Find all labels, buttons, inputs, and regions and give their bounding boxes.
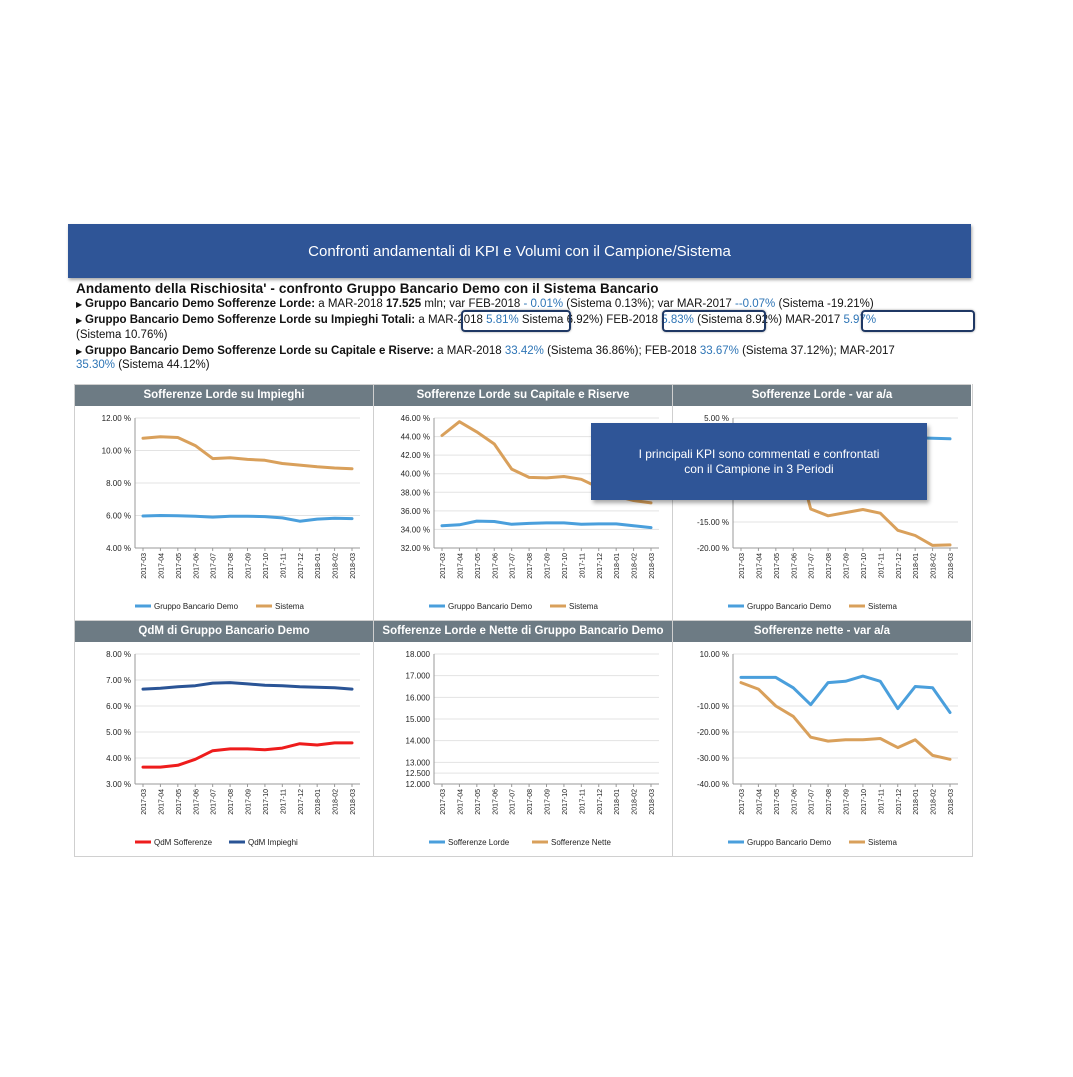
legend-label: Sistema [868,602,897,611]
x-tick-label: 2017-05 [474,553,482,579]
x-tick-label: 2017-04 [457,789,465,815]
series-line [741,676,950,712]
kpi-value: 17.525 [385,298,422,310]
highlight-box-mar-2017 [861,310,975,332]
y-tick-label: 5.00 % [106,728,131,737]
y-tick-label: 46.00 % [400,414,430,423]
x-tick-label: 2017-08 [527,553,535,579]
kpi-value: 35.30% [76,359,116,371]
y-tick-label: 4.00 % [106,544,131,553]
x-tick-label: 2017-09 [245,789,253,815]
x-tick-label: 2017-08 [826,789,834,815]
x-tick-label: 2017-10 [262,553,270,579]
x-tick-label: 2017-07 [210,789,218,815]
legend-label: Sofferenze Nette [551,838,611,847]
kpi-text: (Sistema -19.21%) [775,298,874,310]
x-tick-label: 2018-02 [631,553,639,579]
banner [68,224,971,278]
y-tick-label: 6.00 % [106,702,131,711]
kpi-value: 33.67% [699,345,739,357]
x-tick-label: 2018-03 [948,789,955,815]
chart-panel-2 [373,384,672,620]
x-tick-label: 2017-11 [579,553,587,579]
y-tick-label: 16.000 [405,693,430,703]
y-tick-label: 14.000 [405,736,430,746]
y-tick-label: 34.00 % [400,525,430,535]
kpi-value: 5.97% [843,314,877,326]
y-tick-label: 3.00 % [106,780,131,789]
x-tick-label: 2018-03 [350,789,357,815]
kpi-value: 5.81% [486,314,519,326]
x-tick-label: 2017-06 [193,553,201,579]
legend-label: QdM Impieghi [248,838,298,847]
y-tick-label: -20.00 % [696,544,729,553]
chart-title: Sofferenze Lorde su Capitale e Riserve [374,385,672,406]
x-tick-label: 2017-09 [544,553,552,579]
kpi-period: FEB-2018 [606,314,662,326]
kpi-value: - 0.01% [523,298,564,310]
y-tick-label: 32.00 % [400,544,430,553]
y-tick-label: 10.00 % [699,650,729,659]
x-tick-label: 2017-05 [474,789,482,815]
y-tick-label: -20.00 % [696,728,729,737]
chart-panel-3 [672,384,971,620]
kpi-text: (Sistema 37.12%); MAR-2017 [738,345,895,357]
x-tick-label: 2017-03 [739,789,746,815]
chart-title: Sofferenze Lorde e Nette di Gruppo Bancario Demo [374,621,672,642]
x-tick-label: 2017-12 [596,789,604,815]
kpi-text: (Sistema 8.92%) [693,314,786,326]
y-tick-label: 12.000 [405,780,430,789]
x-tick-label: 2017-11 [878,553,886,579]
chart-panel-1 [74,384,373,620]
x-tick-label: 2017-06 [791,553,799,579]
x-tick-label: 2018-02 [332,553,340,579]
x-tick-label: 2017-06 [193,789,201,815]
x-tick-label: 2017-07 [509,789,517,815]
section-subtitle: Andamento della Rischiosita' - confronto Gruppo Bancario Demo con il Sistema Bancario [76,281,659,296]
x-tick-label: 2017-04 [158,553,166,579]
chart-title: Sofferenze nette - var a/a [673,621,971,642]
chart-title: Sofferenze Lorde su Impieghi [75,385,373,406]
x-tick-label: 2017-05 [175,553,183,579]
x-tick-label: 2017-04 [756,553,764,579]
x-tick-label: 2018-02 [631,789,639,815]
kpi-label: Gruppo Bancario Demo Sofferenze Lorde su Impieghi Totali: [85,314,416,326]
x-tick-label: 2017-04 [158,789,166,815]
x-tick-label: 2018-03 [649,789,656,815]
x-tick-label: 2017-09 [544,789,552,815]
x-tick-label: 2017-12 [297,553,305,579]
series-line [143,743,352,767]
y-tick-label: 38.00 % [400,488,430,498]
callout-line-1: I principali KPI sono commentati e confrontati [638,446,880,461]
y-tick-label: 42.00 % [400,451,430,461]
x-tick-label: 2017-05 [175,789,183,815]
x-tick-label: 2017-03 [141,789,148,815]
bullet-triangle-icon: ▶ [76,347,83,356]
x-tick-label: 2017-11 [280,789,288,815]
legend-label: Gruppo Bancario Demo [747,838,832,847]
y-tick-label: 13.000 [405,758,430,768]
x-tick-label: 2017-06 [492,553,500,579]
y-tick-label: 12.500 [405,769,430,779]
y-tick-label: 4.00 % [106,754,131,763]
y-tick-label: -40.00 % [696,780,729,789]
x-tick-label: 2017-07 [808,789,816,815]
x-tick-label: 2018-02 [930,789,938,815]
x-tick-label: 2018-01 [913,553,921,579]
x-tick-label: 2018-01 [315,553,323,579]
chart-title: Sofferenze Lorde - var a/a [673,385,971,406]
series-line [143,516,352,522]
kpi-text: a [415,314,428,326]
kpi-line-2-cont: (Sistema 10.76%) [76,329,168,341]
bullet-triangle-icon: ▶ [76,316,83,325]
x-tick-label: 2017-09 [843,553,851,579]
legend-label: Gruppo Bancario Demo [448,602,533,611]
x-tick-label: 2017-06 [492,789,500,815]
line-chart [75,406,374,621]
x-tick-label: 2017-12 [596,553,604,579]
highlight-box-feb-2018 [662,310,766,332]
y-tick-label: 8.00 % [106,650,131,659]
legend-label: Sofferenze Lorde [448,838,510,847]
x-tick-label: 2018-01 [315,789,323,815]
legend-label: Sistema [569,602,598,611]
x-tick-label: 2017-11 [579,789,587,815]
legend-label: Sistema [868,838,897,847]
legend-label: QdM Sofferenze [154,838,213,847]
x-tick-label: 2017-07 [210,553,218,579]
x-tick-label: 2017-10 [262,789,270,815]
kpi-text: Sistema 6.92%) [518,314,607,326]
y-tick-label: -10.00 % [696,702,729,711]
bullet-triangle-icon: ▶ [76,300,83,309]
kpi-text: a MAR-2018 [433,345,505,357]
x-tick-label: 2018-01 [614,553,622,579]
y-tick-label: 10.00 % [101,446,131,456]
legend-label: Gruppo Bancario Demo [154,602,239,611]
kpi-text: a MAR-2018 [315,298,386,310]
kpi-text: mln; var FEB-2018 [421,298,524,310]
y-tick-label: 40.00 % [400,469,430,479]
x-tick-label: 2017-12 [895,789,903,815]
kpi-value: 5.83% [661,314,694,326]
series-line [143,437,352,469]
x-tick-label: 2018-02 [930,553,938,579]
y-tick-label: 6.00 % [106,511,131,521]
y-tick-label: 36.00 % [400,506,430,516]
y-tick-label: -15.00 % [696,518,729,527]
y-tick-label: 15.000 [405,715,430,724]
y-tick-label: -30.00 % [696,754,729,763]
x-tick-label: 2017-11 [280,553,288,579]
kpi-line-3-cont [76,358,976,372]
y-tick-label: 7.00 % [106,676,131,685]
x-tick-label: 2017-08 [826,553,834,579]
x-tick-label: 2017-08 [228,553,236,579]
x-tick-label: 2018-03 [649,553,656,579]
x-tick-label: 2017-04 [756,789,764,815]
chart-title: QdM di Gruppo Bancario Demo [75,621,373,642]
x-tick-label: 2017-09 [245,553,253,579]
series-line [143,683,352,690]
highlight-box-mar-2018 [461,310,571,332]
line-chart [673,642,972,857]
x-tick-label: 2017-10 [561,553,569,579]
x-tick-label: 2018-03 [350,553,357,579]
x-tick-label: 2018-02 [332,789,340,815]
legend-label: Gruppo Bancario Demo [747,602,832,611]
x-tick-label: 2017-05 [773,553,781,579]
y-tick-label: 17.000 [405,671,430,681]
kpi-text: (Sistema 44.12%) [115,359,210,371]
legend-label: Sistema [275,602,304,611]
x-tick-label: 2017-08 [228,789,236,815]
kpi-line-3 [76,344,976,359]
y-tick-label: 5.00 % [704,414,729,423]
y-tick-label: 18.000 [405,650,430,659]
callout-line-2: con il Campione in 3 Periodi [684,461,834,476]
x-tick-label: 2017-10 [561,789,569,815]
x-tick-label: 2018-01 [913,789,921,815]
y-tick-label: 44.00 % [400,432,430,442]
x-tick-label: 2017-04 [457,553,465,579]
x-tick-label: 2018-03 [948,553,955,579]
x-tick-label: 2017-03 [141,553,148,579]
kpi-value: --0.07% [735,298,776,310]
x-tick-label: 2017-12 [895,553,903,579]
x-tick-label: 2017-03 [440,789,447,815]
x-tick-label: 2017-08 [527,789,535,815]
x-tick-label: 2017-12 [297,789,305,815]
chart-panel-6 [672,620,971,856]
y-tick-label: 12.00 % [101,414,131,423]
kpi-period: MAR-2018 [427,314,487,326]
x-tick-label: 2017-10 [860,553,868,579]
x-tick-label: 2017-09 [843,789,851,815]
series-line [741,683,950,760]
y-tick-label: 8.00 % [106,479,131,488]
x-tick-label: 2017-05 [773,789,781,815]
x-tick-label: 2017-03 [739,553,746,579]
kpi-label: Gruppo Bancario Demo Sofferenze Lorde su Capitale e Riserve: [85,345,434,357]
x-tick-label: 2018-01 [614,789,622,815]
kpi-label: Gruppo Bancario Demo Sofferenze Lorde: [85,298,316,310]
series-line [442,521,651,528]
chart-panel-5 [373,620,672,856]
line-chart [374,642,673,857]
chart-panel-4 [74,620,373,856]
callout-box [591,423,927,500]
x-tick-label: 2017-03 [440,553,447,579]
x-tick-label: 2017-07 [808,553,816,579]
x-tick-label: 2017-11 [878,789,886,815]
x-tick-label: 2017-10 [860,789,868,815]
kpi-period: MAR-2017 [785,314,844,326]
x-tick-label: 2017-07 [509,553,517,579]
x-tick-label: 2017-06 [791,789,799,815]
kpi-text: (Sistema 36.86%); FEB-2018 [543,345,700,357]
banner-title: Confronti andamentali di KPI e Volumi con il Campione/Sistema [308,242,731,260]
kpi-text: (Sistema 0.13%); var MAR-2017 [563,298,735,310]
line-chart [75,642,374,857]
kpi-value: 33.42% [504,345,544,357]
